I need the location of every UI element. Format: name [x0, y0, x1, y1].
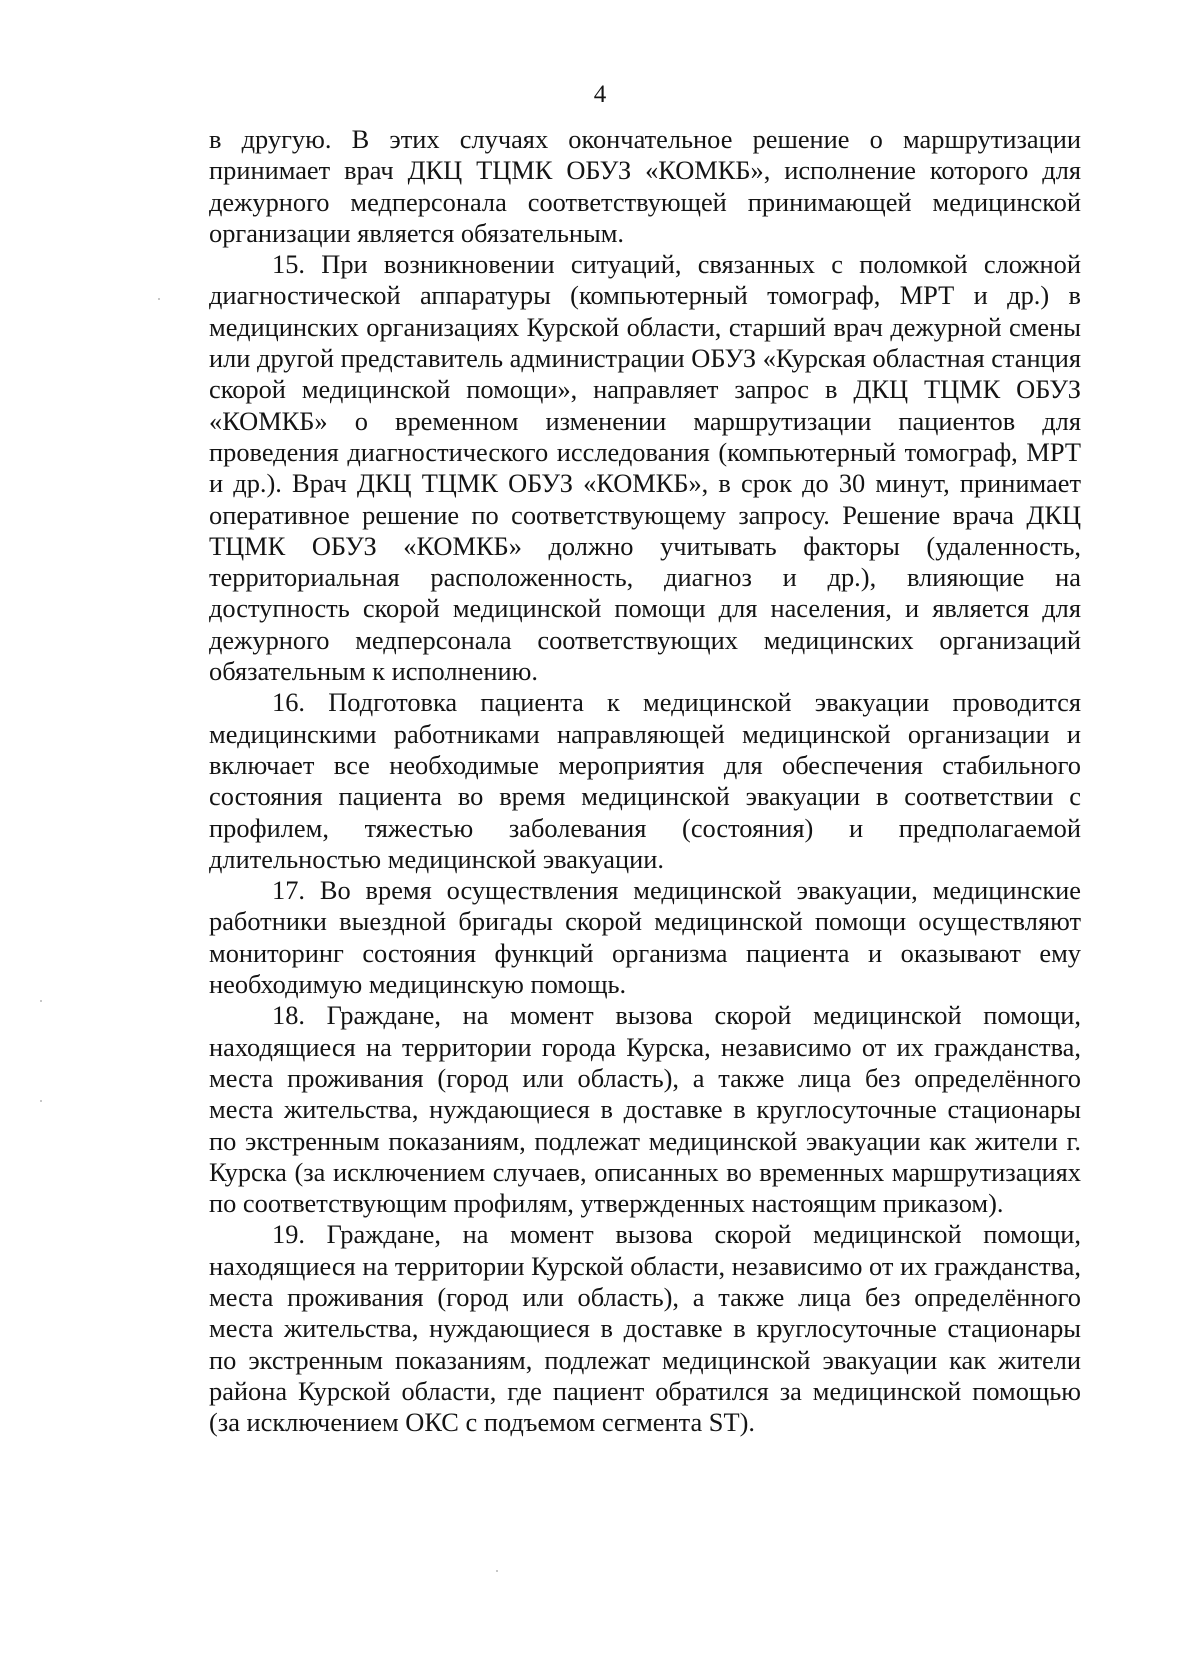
paragraph-item-16: 16. Подготовка пациента к медицинской эвакуации проводится медицинскими работниками направляющей медицинской организации и включает все необходимые мероприятия для обеспечения стабильного состояния пациента во время медицинской эвакуации в соответствии с профилем, тяжестью заболевания (состояния) и предполагаемой длительностью медицинской эвакуации.: [209, 687, 1081, 874]
scan-speck: [40, 1000, 42, 1002]
document-body: [209, 124, 1081, 1438]
paragraph-item-19: 19. Граждане, на момент вызова скорой медицинской помощи, находящиеся на территории Курской области, независимо от их гражданства, места проживания (город или область), а также лица без определённого места жительства, нуждающиеся в доставке в круглосуточные стационары по экстренным показаниям, подлежат медицинской эвакуации как жители района Курской области, где пациент обратился за медицинской помощью (за исключением ОКС с подъемом сегмента ST).: [209, 1219, 1081, 1438]
scan-speck: [158, 298, 160, 300]
page-number: 4: [593, 81, 607, 108]
scan-speck: [496, 1570, 498, 1572]
paragraph-continuation: в другую. В этих случаях окончательное решение о маршрутизации принимает врач ДКЦ ТЦМК ОБУЗ «КОМКБ», исполнение которого для дежурного медперсонала соответствующей принимающей медицинской организации является обязательным.: [209, 124, 1081, 248]
paragraph-item-18: 18. Граждане, на момент вызова скорой медицинской помощи, находящиеся на территории города Курска, независимо от их гражданства, места проживания (город или область), а также лица без определённого места жительства, нуждающиеся в доставке в круглосуточные стационары по экстренным показаниям, подлежат медицинской эвакуации как жители г. Курска (за исключением случаев, описанных во временных маршрутизациях по соответствующим профилям, утвержденных настоящим приказом).: [209, 1000, 1081, 1219]
scan-speck: [40, 1100, 42, 1102]
paragraph-item-15: 15. При возникновении ситуаций, связанных с поломкой сложной диагностической аппаратуры (компьютерный томограф, МРТ и др.) в медицинских организациях Курской области, старший врач дежурной смены или другой представитель администрации ОБУЗ «Курская областная станция скорой медицинской помощи», направляет запрос в ДКЦ ТЦМК ОБУЗ «КОМКБ» о временном изменении маршрутизации пациентов для проведения диагностического исследования (компьютерный томограф, МРТ и др.). Врач ДКЦ ТЦМК ОБУЗ «КОМКБ», в срок до 30 минут, принимает оперативное решение по соответствующему запросу. Решение врача ДКЦ ТЦМК ОБУЗ «КОМКБ» должно учитывать факторы (удаленность, территориальная расположенность, диагноз и др.), влияющие на доступность скорой медицинской помощи для населения, и является для дежурного медперсонала соответствующих медицинских организаций обязательным к исполнению.: [209, 249, 1081, 687]
paragraph-item-17: 17. Во время осуществления медицинской эвакуации, медицинские работники выездной бригады скорой медицинской помощи осуществляют мониторинг состояния функций организма пациента и оказывают ему необходимую медицинскую помощь.: [209, 875, 1081, 1000]
